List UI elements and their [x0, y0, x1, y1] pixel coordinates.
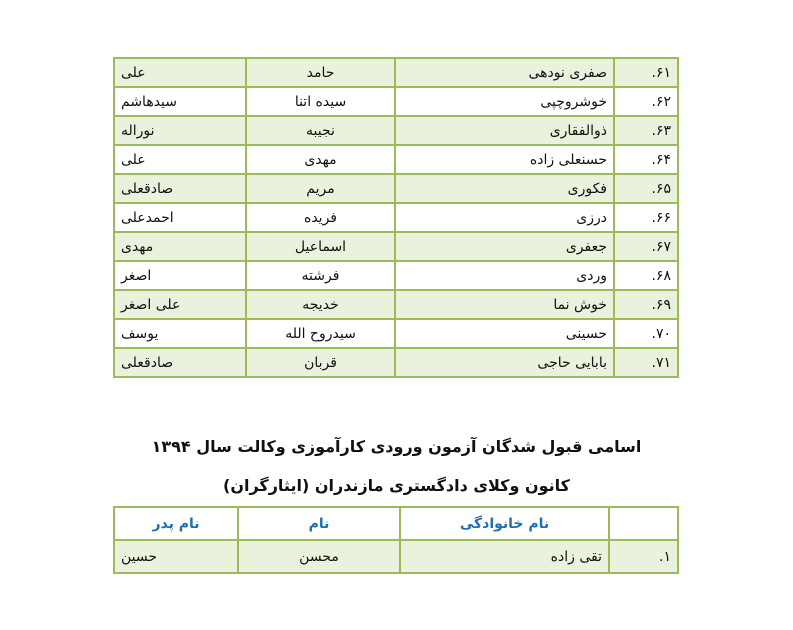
cell-father-name: حسین: [114, 540, 238, 573]
cell-family-name: درزی: [395, 203, 614, 232]
cell-name: محسن: [238, 540, 400, 573]
cell-name: سیده اتنا: [246, 87, 395, 116]
table-row: [114, 348, 678, 377]
cell-name: سیدروح الله: [246, 319, 395, 348]
main-table-body: [114, 58, 678, 377]
table-row: [114, 116, 678, 145]
cell-father-name: احمدعلی: [114, 203, 246, 232]
cell-number: ۶۷.: [614, 232, 678, 261]
cell-father-name: اصغر: [114, 261, 246, 290]
cell-family-name: تقی زاده: [400, 540, 609, 573]
cell-name: فرشته: [246, 261, 395, 290]
cell-name: نجیبه: [246, 116, 395, 145]
cell-number: ۶۶.: [614, 203, 678, 232]
cell-name: قربان: [246, 348, 395, 377]
table-row: [114, 174, 678, 203]
table-row: [114, 203, 678, 232]
section-subtitle: کانون وکلای دادگستری مازندران (ایثارگران): [223, 476, 570, 495]
cell-family-name: حسنعلی زاده: [395, 145, 614, 174]
cell-name: مریم: [246, 174, 395, 203]
cell-father-name: صادقعلی: [114, 174, 246, 203]
table-row: [114, 261, 678, 290]
cell-number: ۶۲.: [614, 87, 678, 116]
table-row: [114, 232, 678, 261]
cell-family-name: وردی: [395, 261, 614, 290]
cell-father-name: سیدهاشم: [114, 87, 246, 116]
cell-number: ۶۱.: [614, 58, 678, 87]
table-header-row: [114, 507, 678, 540]
cell-family-name: حسینی: [395, 319, 614, 348]
cell-number: ۷۰.: [614, 319, 678, 348]
table-row: [114, 540, 678, 573]
cell-father-name: صادقعلی: [114, 348, 246, 377]
cell-name: فریده: [246, 203, 395, 232]
header-name: نام: [238, 507, 400, 540]
second-table: [113, 506, 679, 574]
table-row: [114, 87, 678, 116]
cell-name: اسماعیل: [246, 232, 395, 261]
table-row: [114, 319, 678, 348]
cell-number: ۶۴.: [614, 145, 678, 174]
cell-family-name: بابایی حاجی: [395, 348, 614, 377]
cell-number: ۶۵.: [614, 174, 678, 203]
cell-number: ۶۸.: [614, 261, 678, 290]
cell-father-name: یوسف: [114, 319, 246, 348]
cell-father-name: علی: [114, 58, 246, 87]
cell-name: خدیجه: [246, 290, 395, 319]
table-row: [114, 58, 678, 87]
cell-number: ۶۹.: [614, 290, 678, 319]
cell-father-name: علی اصغر: [114, 290, 246, 319]
section-title: اسامی قبول شدگان آزمون ورودی کارآموزی وکالت سال ۱۳۹۴: [151, 437, 642, 456]
cell-name: مهدی: [246, 145, 395, 174]
table-row: [114, 145, 678, 174]
cell-family-name: خوشروچپی: [395, 87, 614, 116]
cell-family-name: صفری نودهی: [395, 58, 614, 87]
main-table: [113, 57, 679, 378]
cell-family-name: فکوری: [395, 174, 614, 203]
cell-number: ۷۱.: [614, 348, 678, 377]
header-father-name: نام پدر: [114, 507, 238, 540]
cell-number: ۶۳.: [614, 116, 678, 145]
cell-father-name: نوراله: [114, 116, 246, 145]
cell-family-name: ذوالفقاری: [395, 116, 614, 145]
header-number: [609, 507, 678, 540]
cell-father-name: علی: [114, 145, 246, 174]
cell-family-name: جعفری: [395, 232, 614, 261]
cell-family-name: خوش نما: [395, 290, 614, 319]
cell-number: ۱.: [609, 540, 678, 573]
header-family-name: نام خانوادگی: [400, 507, 609, 540]
cell-father-name: مهدی: [114, 232, 246, 261]
table-row: [114, 290, 678, 319]
cell-name: حامد: [246, 58, 395, 87]
